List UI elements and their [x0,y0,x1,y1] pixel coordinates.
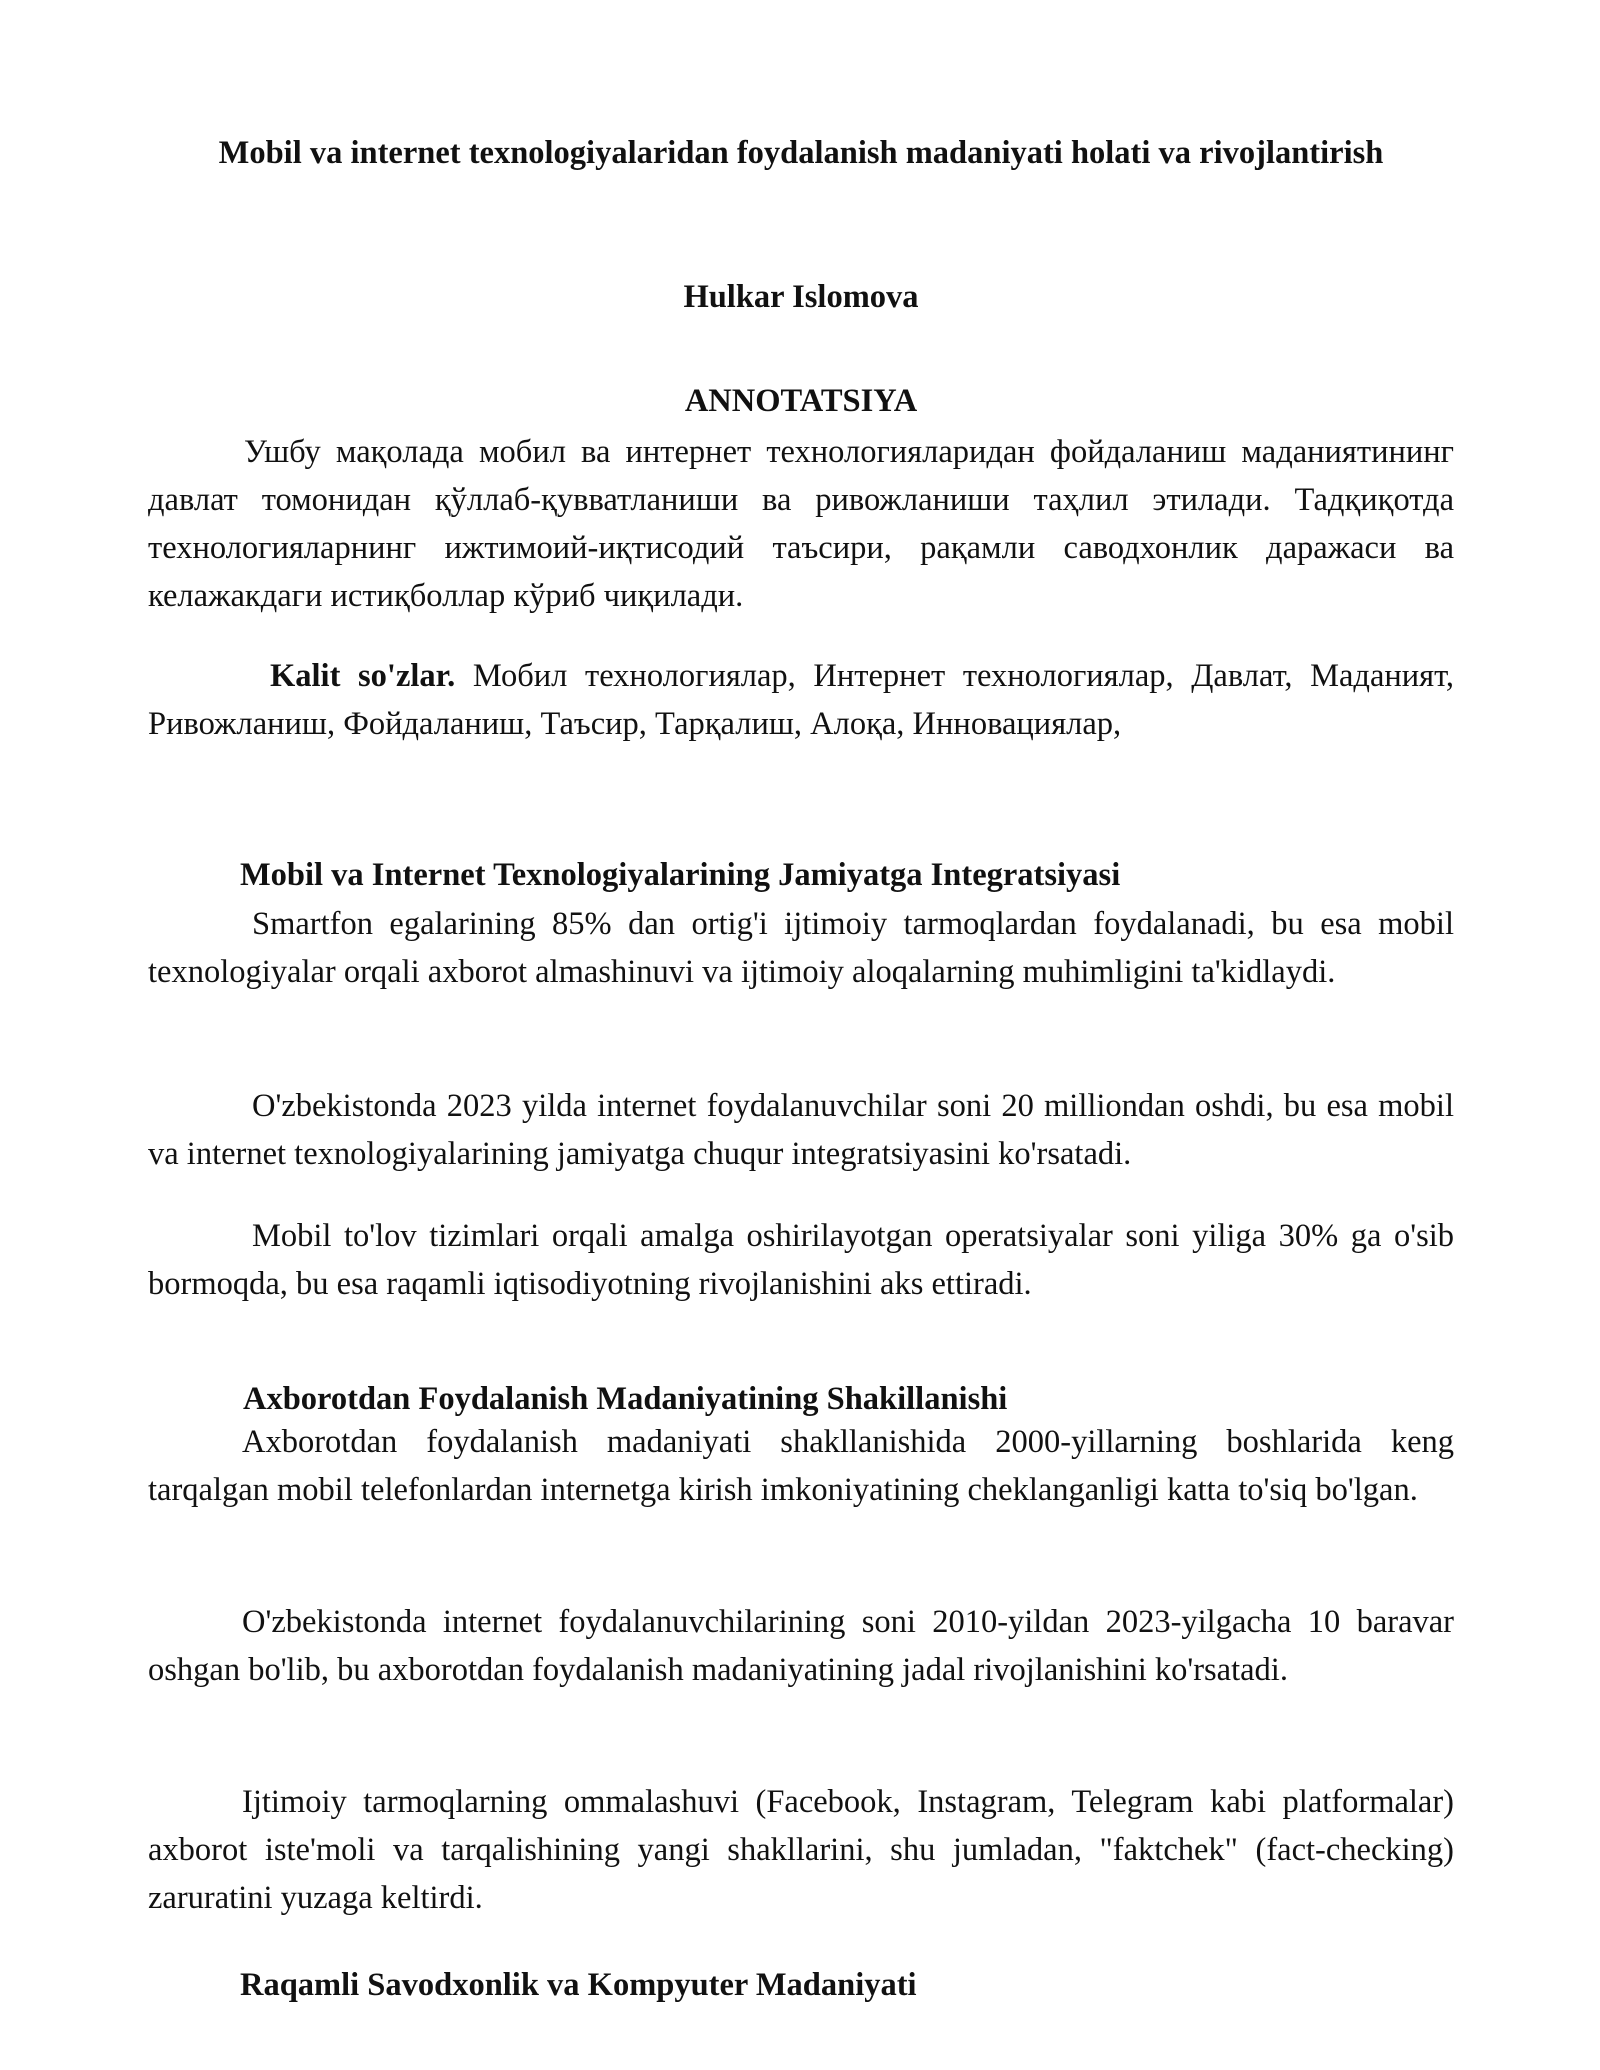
keywords-label: Kalit so'zlar. [270,658,456,694]
document-page [148,0,1454,2070]
annotation-heading: ANNOTATSIYA [684,383,918,419]
author-name: Hulkar Islomova [683,279,919,315]
keywords-paragraph [148,652,1454,748]
section-2-paragraph-2: O'zbekistonda internet foydalanuvchilarining soni 2010-yildan 2023-yilgacha 10 baravar oshgan bo'lib, bu axborotdan foydalanish madaniyatining jadal rivojlanishini ko'rsatadi. [148,1604,1454,1688]
document-title: Mobil va internet texnologiyalaridan foydalanish madaniyati holati va rivojlantirish [218,135,1384,171]
section-2-paragraph-3: Ijtimoiy tarmoqlarning ommalashuvi (Facebook, Instagram, Telegram kabi platformalar) axborot iste'moli va tarqalishining yangi shakllarini, shu jumladan, "faktchek" (fact-checking) zaruratini yuzaga keltirdi. [148,1784,1454,1916]
annotation-paragraph: Ушбу мақолада мобил ва интернет технологияларидан фойдаланиш маданиятининг давлат томонидан қўллаб-қувватланиши ва ривожланиши таҳлил этилади. Тадқиқотда технологияларнинг ижтимоий-иқтисодий таъсири, рақамли саводхонлик даражаси ва келажакдаги истиқболлар кўриб чиқилади. [148,434,1454,614]
section-2-paragraph-1: Axborotdan foydalanish madaniyati shakllanishida 2000-yillarning boshlarida keng tarqalgan mobil telefonlardan internetga kirish imkoniyatining cheklanganligi katta to'siq bo'lgan. [148,1424,1454,1508]
section-1-paragraph-1: Smartfon egalarining 85% dan ortig'i ijtimoiy tarmoqlardan foydalanadi, bu esa mobil texnologiyalar orqali axborot almashinuvi va ijtimoiy aloqalarning muhimligini ta'kidlaydi. [148,906,1454,990]
keywords-list: Мобил технологиялар, Интернет технологиялар, Давлат, Маданият, Ривожланиш, Фойдаланиш, Таъсир, Тарқалиш, Алоқа, Инновациялар, [148,658,1454,742]
section-heading-information-culture: Axborotdan Foydalanish Madaniyatining Shakillanishi [243,1381,1008,1417]
section-heading-digital-literacy: Raqamli Savodxonlik va Kompyuter Madaniyati [240,1967,917,2003]
section-heading-integration: Mobil va Internet Texnologiyalarining Jamiyatga Integratsiyasi [240,857,1121,893]
section-1-paragraph-3: Mobil to'lov tizimlari orqali amalga oshirilayotgan operatsiyalar soni yiliga 30% ga o'sib bormoqda, bu esa raqamli iqtisodiyotning rivojlanishini aks ettiradi. [148,1218,1454,1302]
section-1-paragraph-2: O'zbekistonda 2023 yilda internet foydalanuvchilar soni 20 milliondan oshdi, bu esa mobil va internet texnologiyalarining jamiyatga chuqur integratsiyasini ko'rsatadi. [148,1088,1454,1172]
